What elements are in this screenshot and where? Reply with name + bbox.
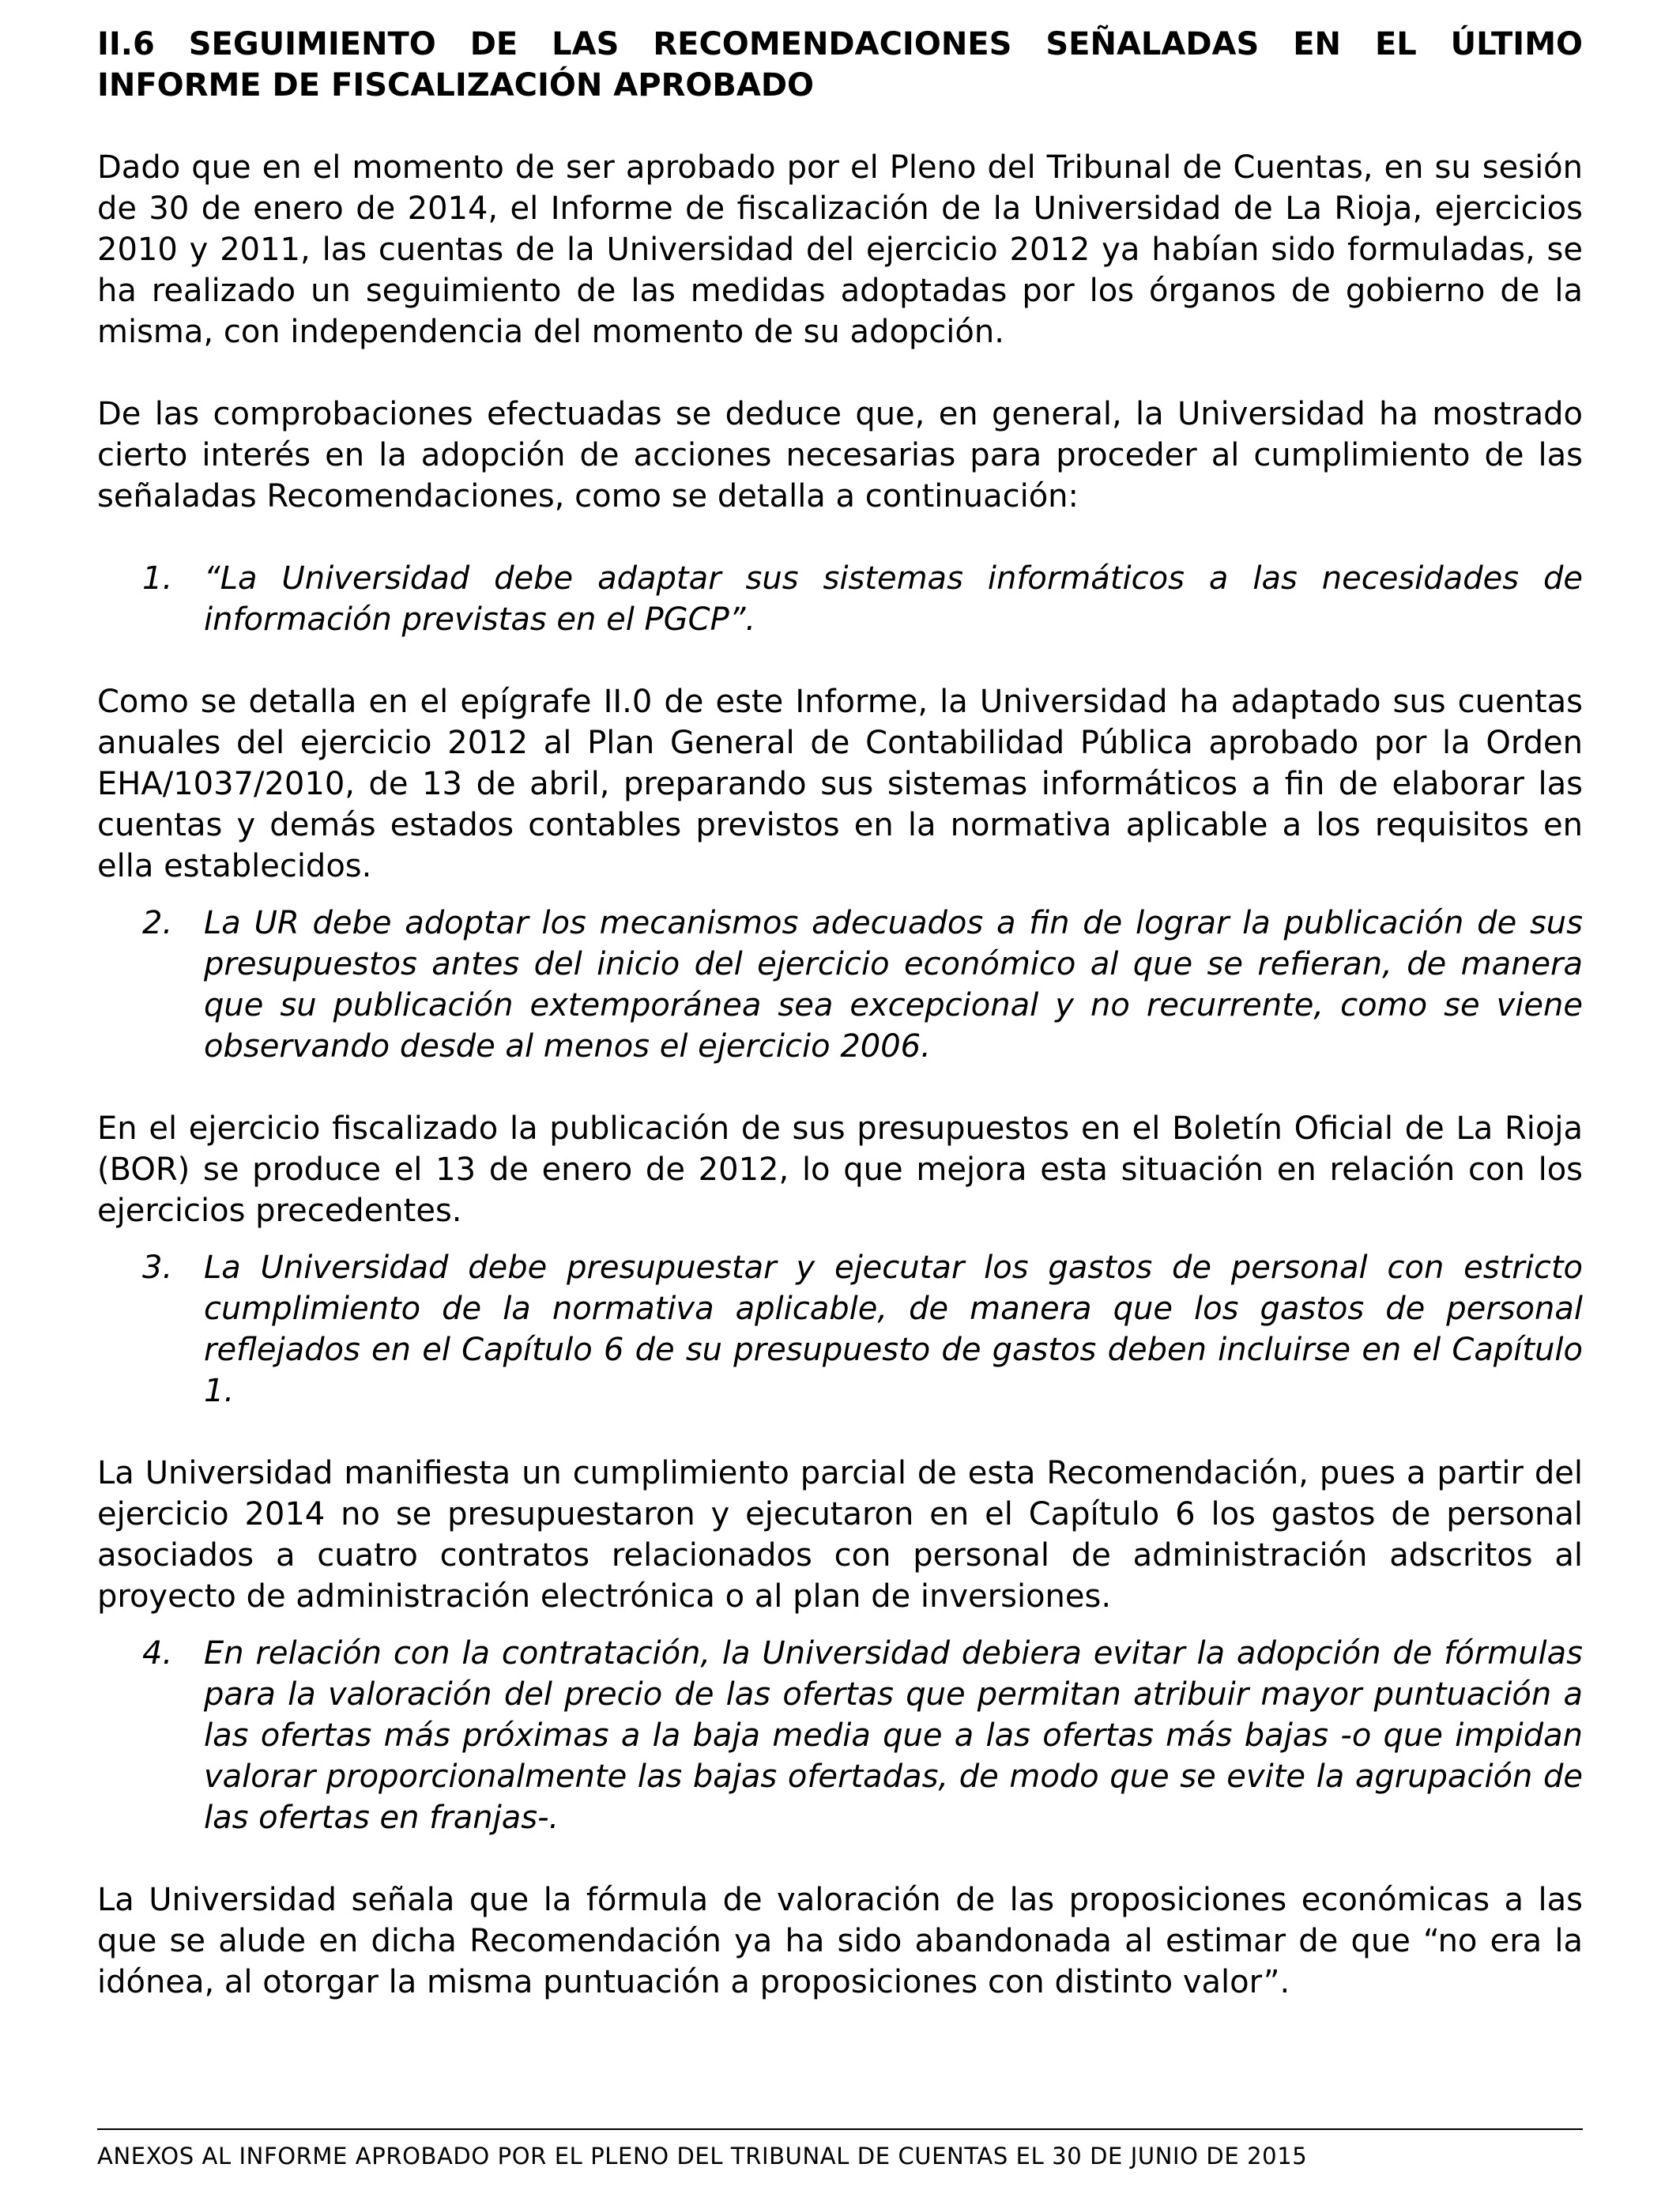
- recommendation-number: 2.: [142, 905, 173, 941]
- recommendation-text: La UR debe adoptar los mecanismos adecuados a fin de lograr la publicación de sus presupuestos antes del inicio del ejercicio económico al que se refieran, de manera que su publicación extemporánea sea excepcional y no recurrente, como se viene observando desde al menos el ejercicio 2006.: [204, 905, 1583, 1065]
- recommendation-4-response: La Universidad señala que la fórmula de valoración de las proposiciones económicas a las que se alude en dicha Recomendación ya ha sido abandonada al estimar de que “no era la idónea, al otorgar la misma puntuación a proposiciones con distinto valor”.: [97, 1882, 1583, 2000]
- recommendation-text: En relación con la contratación, la Universidad debiera evitar la adopción de fórmulas para la valoración del precio de las ofertas que permitan atribuir mayor puntuación a las ofertas más próximas a la baja media que a las ofertas más bajas -o que impidan valorar proporcionalmente las bajas ofertadas, de modo que se evite la agrupación de las ofertas en franjas-.: [204, 1635, 1583, 1836]
- document-page: [97, 24, 1583, 2003]
- recommendation-3: [97, 1247, 1583, 1412]
- footer-divider: [97, 2128, 1583, 2130]
- recommendation-number: 4.: [142, 1635, 173, 1672]
- recommendation-text: “La Universidad debe adaptar sus sistemas informáticos a las necesidades de información previstas en el PGCP”.: [204, 560, 1583, 638]
- recommendation-2-response: En el ejercicio fiscalizado la publicación de sus presupuestos en el Boletín Oficial de La Rioja (BOR) se produce el 13 de enero de 2012, lo que mejora esta situación en relación con los ejercicios precedentes.: [97, 1110, 1583, 1229]
- intro-paragraph: Dado que en el momento de ser aprobado por el Pleno del Tribunal de Cuentas, en su sesión de 30 de enero de 2014, el Informe de fiscalización de la Universidad de La Rioja, ejercicios 2010 y 2011, las cuentas de la Universidad del ejercicio 2012 ya habían sido formuladas, se ha realizado un seguimiento de las medidas adoptadas por los órganos de gobierno de la misma, con independencia del momento de su adopción.: [97, 149, 1583, 350]
- comprobaciones-paragraph: De las comprobaciones efectuadas se deduce que, en general, la Universidad ha mostrado cierto interés en la adopción de acciones necesarias para proceder al cumplimiento de las señaladas Recomendaciones, como se detalla a continuación:: [97, 396, 1583, 515]
- section-heading-line-2: INFORME DE FISCALIZACIÓN APROBADO: [97, 67, 815, 104]
- recommendation-4: [97, 1633, 1583, 1838]
- recommendation-text: La Universidad debe presupuestar y ejecutar los gastos de personal con estricto cumplimiento de la normativa aplicable, de manera que los gastos de personal reflejados en el Capítulo 6 de su presupuesto de gastos deben incluirse en el Capítulo 1.: [204, 1250, 1583, 1409]
- page-footer: ANEXOS AL INFORME APROBADO POR EL PLENO DEL TRIBUNAL DE CUENTAS EL 30 DE JUNIO DE 2015: [97, 2143, 1308, 2169]
- recommendation-1: [97, 558, 1583, 640]
- section-heading-line-1: II.6 SEGUIMIENTO DE LAS RECOMENDACIONES SEÑALADAS EN EL ÚLTIMO: [97, 26, 1583, 62]
- recommendation-3-response: La Universidad manifiesta un cumplimiento parcial de esta Recomendación, pues a partir del ejercicio 2014 no se presupuestaron y ejecutaron en el Capítulo 6 los gastos de personal asociados a cuatro contratos relacionados con personal de administración adscritos al proyecto de administración electrónica o al plan de inversiones.: [97, 1455, 1583, 1615]
- recommendation-1-response: Como se detalla en el epígrafe II.0 de este Informe, la Universidad ha adaptado sus cuentas anuales del ejercicio 2012 al Plan General de Contabilidad Pública aprobado por la Orden EHA/1037/2010, de 13 de abril, preparando sus sistemas informáticos a fin de elaborar las cuentas y demás estados contables previstos en la normativa aplicable a los requisitos en ella establecidos.: [97, 684, 1583, 884]
- recommendation-2: [97, 903, 1583, 1067]
- recommendation-number: 1.: [142, 560, 173, 597]
- recommendation-number: 3.: [142, 1250, 173, 1286]
- section-heading: [97, 24, 1583, 106]
